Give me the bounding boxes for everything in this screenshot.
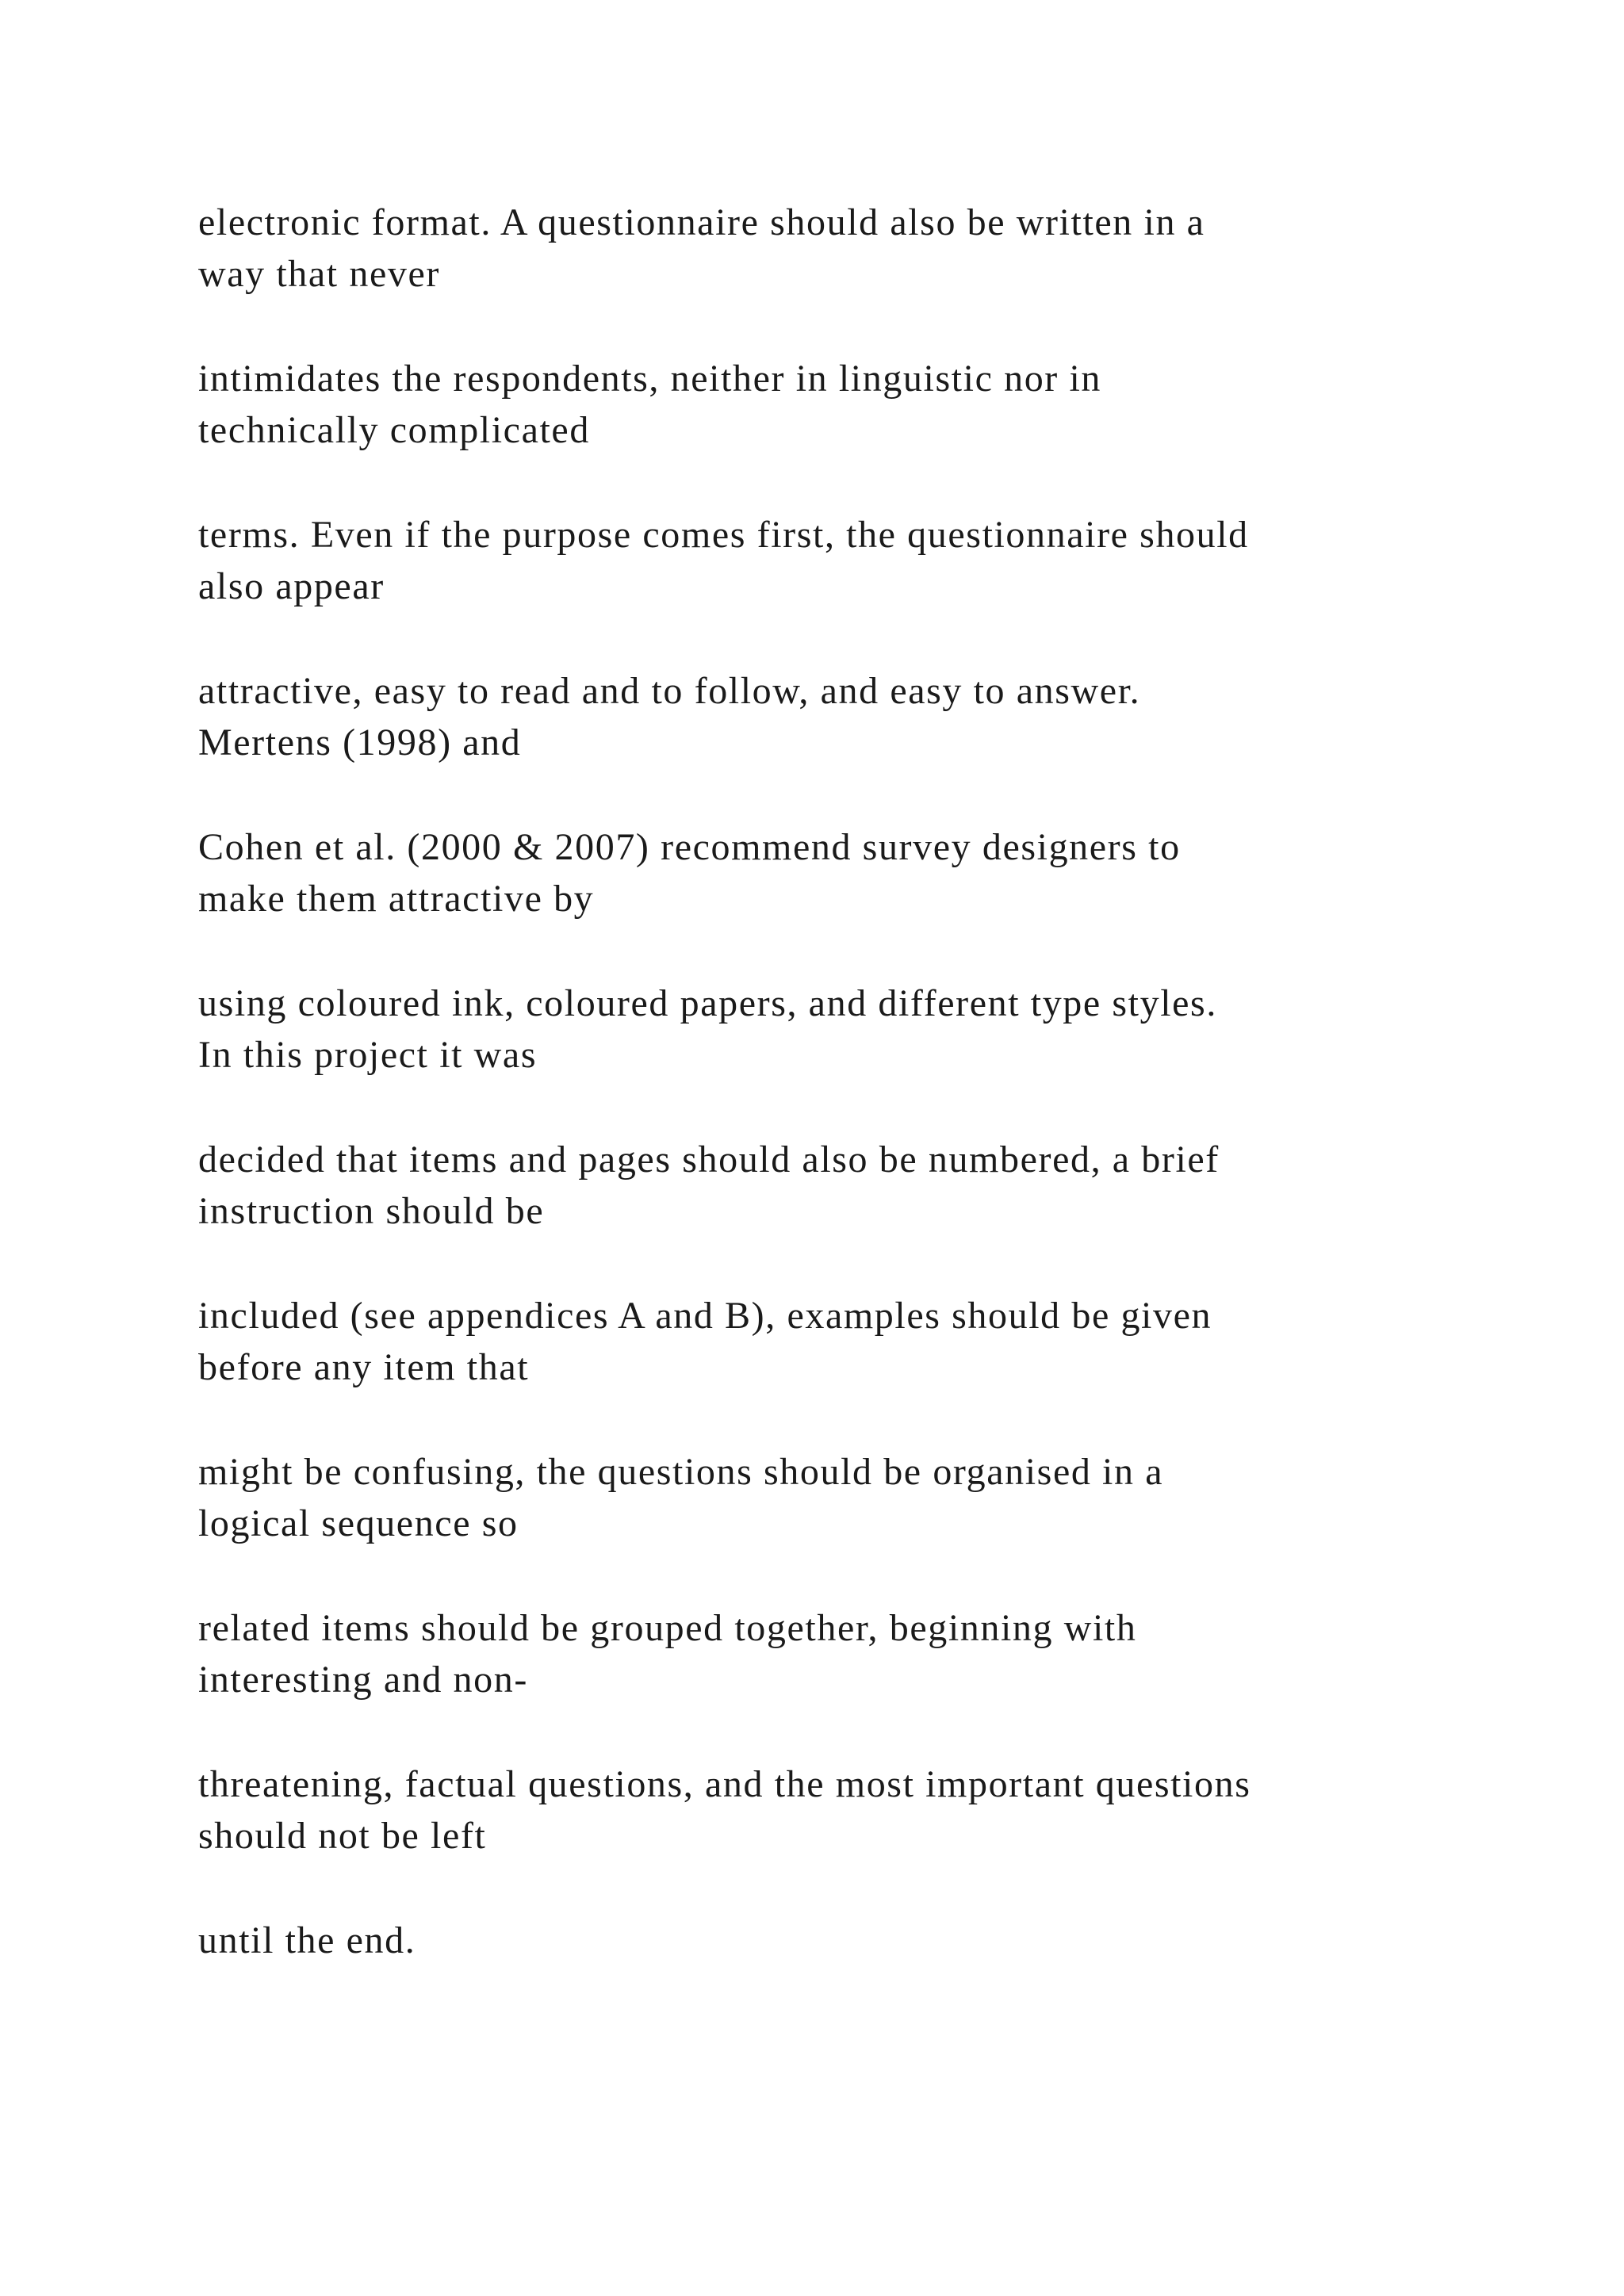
paragraph [198, 1758, 1467, 1862]
paragraph [198, 978, 1467, 1081]
text-line: Mertens (1998) and [198, 721, 522, 763]
paragraph [198, 1446, 1467, 1549]
paragraph [198, 353, 1467, 456]
text-line: way that never [198, 253, 440, 295]
paragraph [198, 1134, 1467, 1237]
paragraph [198, 197, 1467, 300]
text-line: threatening, factual questions, and the most important questions [198, 1763, 1251, 1805]
text-line: might be confusing, the questions should be organised in a [198, 1451, 1164, 1493]
text-line: related items should be grouped together, beginning with [198, 1607, 1137, 1649]
text-line: included (see appendices A and B), examples should be given [198, 1295, 1212, 1337]
paragraph [198, 665, 1467, 768]
paragraph [198, 1290, 1467, 1393]
paragraph [198, 1915, 1467, 1966]
paragraph [198, 821, 1467, 924]
text-line: interesting and non- [198, 1659, 528, 1701]
text-line: technically complicated [198, 409, 590, 451]
text-line: make them attractive by [198, 878, 595, 920]
text-line: In this project it was [198, 1034, 538, 1076]
text-line: decided that items and pages should also be numbered, a brief [198, 1138, 1220, 1181]
text-line: intimidates the respondents, neither in linguistic nor in [198, 358, 1102, 400]
text-line: also appear [198, 565, 385, 607]
paragraph [198, 1602, 1467, 1705]
paragraph [198, 509, 1467, 612]
text-line: should not be left [198, 1815, 487, 1857]
text-line: logical sequence so [198, 1502, 519, 1544]
text-line: until the end. [198, 1919, 416, 1961]
text-line: instruction should be [198, 1190, 545, 1232]
text-line: attractive, easy to read and to follow, and easy to answer. [198, 670, 1141, 712]
text-line: Cohen et al. (2000 & 2007) recommend survey designers to [198, 826, 1181, 868]
text-line: before any item that [198, 1346, 530, 1388]
text-line: electronic format. A questionnaire should also be written in a [198, 201, 1205, 243]
text-line: using coloured ink, coloured papers, and different type styles. [198, 982, 1217, 1024]
text-line: terms. Even if the purpose comes first, the questionnaire should [198, 514, 1249, 556]
document-body [198, 197, 1467, 2019]
